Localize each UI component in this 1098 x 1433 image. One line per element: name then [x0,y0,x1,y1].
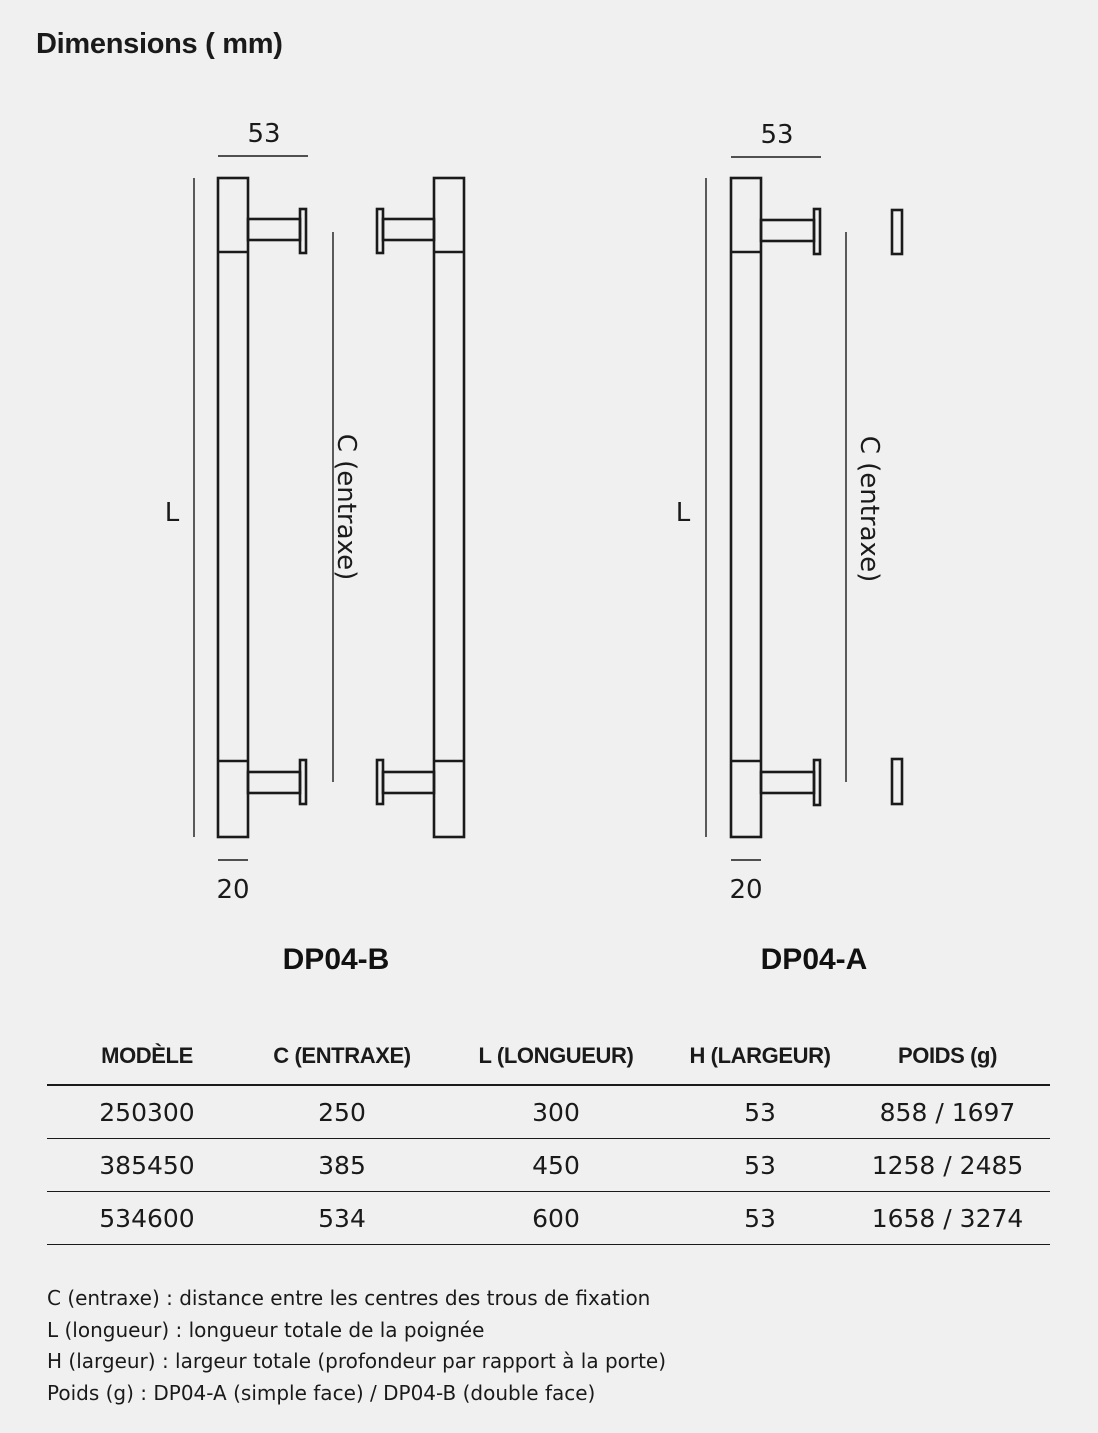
handle-bar-front [218,178,248,837]
page-title: Dimensions ( mm) [36,28,283,60]
diagram-dp04-a [676,120,902,976]
header-length: L (LONGUEUR) [437,1028,675,1085]
note-center: C (entraxe) : distance entre les centres des trous de fixation [47,1286,651,1310]
model-label-dp04-b: DP04-B [282,943,390,976]
length-label: L [675,498,691,528]
fixing-plate-top [892,210,902,254]
cell-model: 250300 [47,1085,247,1139]
cell-length: 450 [437,1139,675,1192]
center-label: C (entraxe) [331,433,361,581]
cell-length: 300 [437,1085,675,1139]
diagram-dp04-b [165,119,464,976]
width-label: 53 [247,119,281,149]
header-weight: POIDS (g) [845,1028,1050,1085]
cell-width: 53 [675,1139,845,1192]
cell-length: 600 [437,1192,675,1245]
cell-weight: 1658 / 3274 [845,1192,1050,1245]
cell-width: 53 [675,1085,845,1139]
mounting-post-top [248,219,300,240]
model-label-dp04-a: DP04-A [760,943,868,976]
header-center: C (ENTRAXE) [247,1028,437,1085]
note-length: L (longueur) : longueur totale de la poignée [47,1317,485,1342]
table-row [47,1192,1050,1245]
cell-center: 250 [247,1085,437,1139]
cell-width: 53 [675,1192,845,1245]
length-label: L [164,498,180,528]
center-label: C (entraxe) [854,435,884,583]
cell-center: 385 [247,1139,437,1192]
diameter-label: 20 [729,875,763,905]
width-label: 53 [760,120,794,150]
note-width: H (largeur) : largeur totale (profondeur par rapport à la porte) [47,1349,667,1374]
table-row [47,1139,1050,1192]
mounting-post-top [761,220,814,241]
fixing-plate-bottom [892,759,902,804]
header-width: H (LARGEUR) [675,1028,845,1085]
specs-table [47,1028,1050,1245]
cell-center: 534 [247,1192,437,1245]
handle-bar-back [434,178,464,837]
cell-model: 534600 [47,1192,247,1245]
handle-bar [731,178,761,837]
cell-weight: 1258 / 2485 [845,1139,1050,1192]
mounting-post-bottom [761,772,814,793]
table-row [47,1085,1050,1139]
footnotes [47,1283,666,1410]
mounting-post-bottom [248,772,300,793]
cell-model: 385450 [47,1139,247,1192]
header-model: MODÈLE [47,1028,247,1085]
diameter-label: 20 [216,875,250,905]
note-weight: Poids (g) : DP04-A (simple face) / DP04-B (double face) [47,1381,596,1406]
cell-weight: 858 / 1697 [845,1085,1050,1139]
table-header-row [47,1028,1050,1085]
